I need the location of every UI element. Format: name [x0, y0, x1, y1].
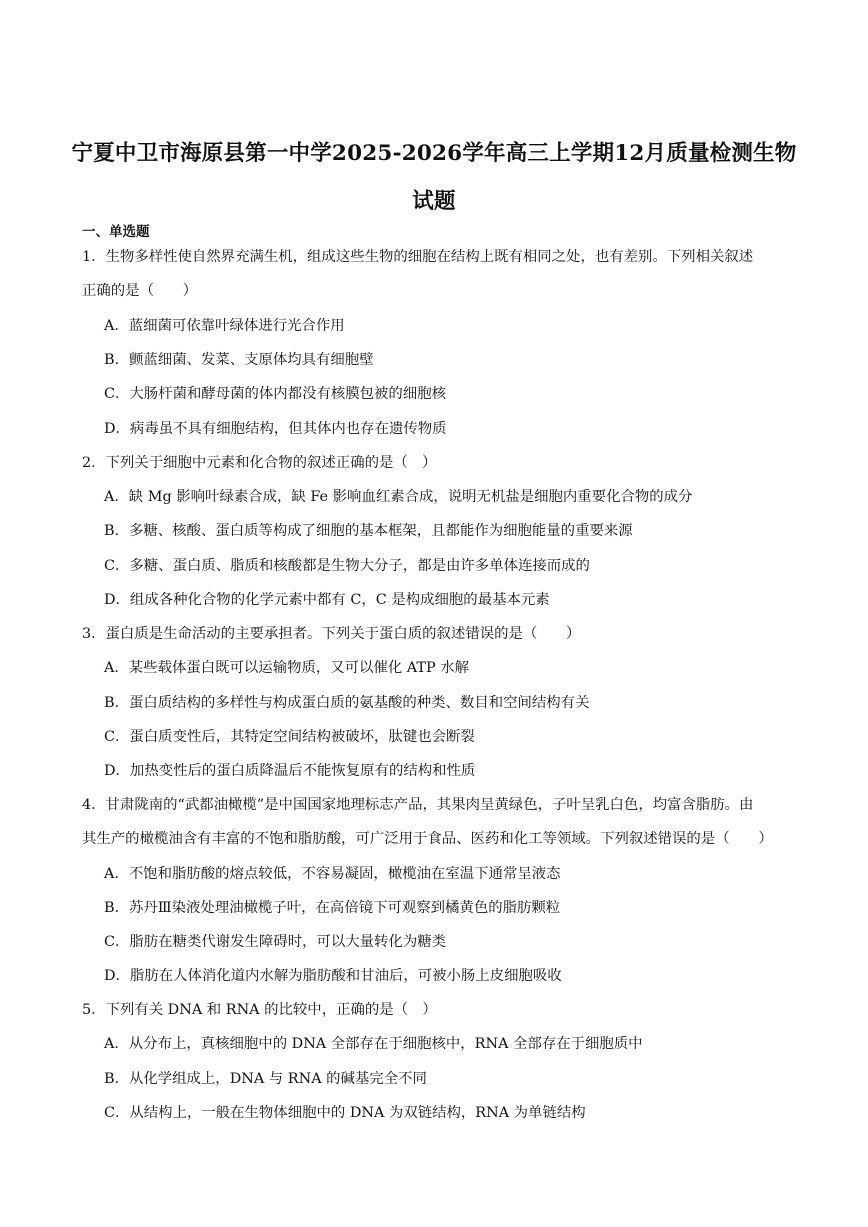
question-3-option-a: A．某些载体蛋白既可以运输物质，又可以催化 ATP 水解 [104, 660, 470, 676]
section-heading: 一、单选题 [82, 224, 150, 240]
question-3-option-d: D．加热变性后的蛋白质降温后不能恢复原有的结构和性质 [104, 763, 476, 779]
question-5-option-c: C．从结构上，一般在生物体细胞中的 DNA 为双链结构，RNA 为单链结构 [104, 1105, 586, 1121]
question-2-option-c: C．多糖、蛋白质、脂质和核酸都是生物大分子，都是由许多单体连接而成的 [104, 558, 590, 574]
question-5-option-a: A．从分布上，真核细胞中的 DNA 全部存在于细胞核中，RNA 全部存在于细胞质中 [104, 1036, 643, 1052]
question-2-option-d: D．组成各种化合物的化学元素中都有 C，C 是构成细胞的最基本元素 [104, 592, 550, 608]
exam-title-line-2: 试题 [412, 189, 456, 214]
question-1-option-b: B．颤蓝细菌、发菜、支原体均具有细胞壁 [104, 352, 374, 368]
exam-title-line-1: 宁夏中卫市海原县第一中学2025-2026学年高三上学期12月质量检测生物 [71, 141, 797, 166]
question-2-option-b: B．多糖、核酸、蛋白质等构成了细胞的基本框架，且都能作为细胞能量的重要来源 [104, 523, 633, 539]
question-4-stem-line-1: 4．甘肃陇南的“武都油橄榄”是中国国家地理标志产品，其果肉呈黄绿色，子叶呈乳白色，均富含脂肪。由 [82, 797, 754, 813]
question-4-option-a: A．不饱和脂肪酸的熔点较低，不容易凝固，橄榄油在室温下通常呈液态 [104, 866, 561, 882]
question-4-stem-line-2: 其生产的橄榄油含有丰富的不饱和脂肪酸，可广泛用于食品、医药和化工等领域。下列叙述错误的是（ ） [82, 831, 773, 847]
question-2-stem: 2．下列关于细胞中元素和化合物的叙述正确的是（ ） [82, 455, 437, 471]
question-3-stem: 3．蛋白质是生命活动的主要承担者。下列关于蛋白质的叙述错误的是（ ） [82, 626, 581, 642]
question-1-option-d: D．病毒虽不具有细胞结构，但其体内也存在遗传物质 [104, 421, 447, 437]
question-3-option-c: C．蛋白质变性后，其特定空间结构被破坏，肽键也会断裂 [104, 729, 475, 745]
question-5-option-b: B．从化学组成上，DNA 与 RNA 的碱基完全不同 [104, 1071, 427, 1087]
question-1-option-c: C．大肠杆菌和酵母菌的体内都没有核膜包被的细胞核 [104, 386, 446, 402]
question-5-stem: 5．下列有关 DNA 和 RNA 的比较中，正确的是（ ） [82, 1002, 437, 1018]
question-1-stem-line-1: 1．生物多样性使自然界充满生机，组成这些生物的细胞在结构上既有相同之处，也有差别。下列相关叙述 [82, 249, 754, 265]
question-1-option-a: A．蓝细菌可依靠叶绿体进行光合作用 [104, 318, 345, 334]
question-4-option-d: D．脂肪在人体消化道内水解为脂肪酸和甘油后，可被小肠上皮细胞吸收 [104, 968, 562, 984]
question-2-option-a: A．缺 Mg 影响叶绿素合成，缺 Fe 影响血红素合成，说明无机盐是细胞内重要化合物的成分 [104, 489, 693, 505]
question-4-option-b: B．苏丹Ⅲ染液处理油橄榄子叶，在高倍镜下可观察到橘黄色的脂肪颗粒 [104, 900, 561, 916]
question-3-option-b: B．蛋白质结构的多样性与构成蛋白质的氨基酸的种类、数目和空间结构有关 [104, 695, 590, 711]
question-4-option-c: C．脂肪在糖类代谢发生障碍时，可以大量转化为糖类 [104, 934, 446, 950]
question-1-stem-line-2: 正确的是（ ） [82, 283, 198, 299]
